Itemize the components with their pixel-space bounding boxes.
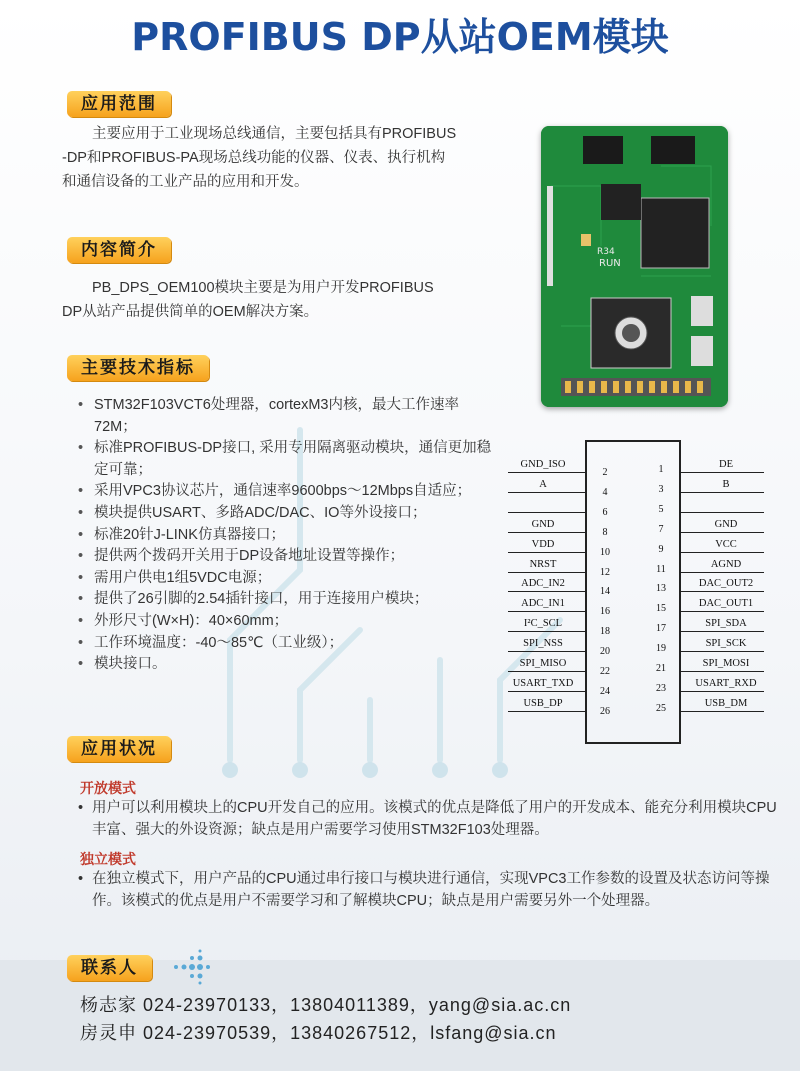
section-badge-status: 应用状况: [67, 736, 171, 762]
spec-item: • 提供两个拨码开关用于DP设备地址设置等操作；: [78, 546, 498, 568]
open-mode-heading: 开放模式: [80, 780, 136, 796]
pin-label-left: A: [539, 478, 547, 490]
scope-paragraph: [62, 122, 492, 194]
pin-label-right: USART_RXD: [695, 677, 757, 689]
pin-label-right: GND: [714, 518, 738, 530]
scope-line: -DP和PROFIBUS-PA现场总线功能的仪器、仪表、执行机构: [62, 150, 446, 166]
bullet-dot: •: [78, 871, 84, 887]
spec-item: • 标准20针J-LINK仿真器接口；: [78, 525, 498, 547]
pin-line-right: [680, 532, 764, 533]
pin-line-left: [508, 651, 586, 652]
pin-line-left: [508, 611, 586, 612]
standalone-mode-heading: 独立模式: [80, 851, 136, 867]
pin-label-left: ADC_IN1: [521, 598, 565, 610]
intro-line: DP从站产品提供简单的OEM解决方案。: [62, 304, 319, 320]
pin-number-left: 4: [602, 486, 608, 498]
pin-number-right: 25: [656, 702, 666, 714]
pin-line-left: [508, 631, 586, 632]
pin-label-right: AGND: [710, 558, 742, 570]
pin-number-right: 7: [658, 523, 664, 535]
pin-number-left: 14: [600, 586, 610, 598]
pin-label-left: I²C_SCL: [523, 618, 563, 630]
pin-label-right: B: [722, 478, 730, 490]
pin-line-left: [508, 671, 586, 672]
scope-line: 主要应用于工业现场总线通信，主要包括具有PROFIBUS: [92, 126, 457, 142]
spec-item: • STM32F103VCT6处理器，cortexM3内核，最大工作速率72M；: [78, 395, 498, 438]
pin-number-left: 26: [600, 705, 610, 717]
pin-label-right: DE: [719, 459, 733, 470]
pin-number-left: 16: [600, 606, 610, 618]
pin-number-left: 22: [600, 666, 610, 677]
spec-item: • 提供了26引脚的2.54插针接口，用于连接用户模块；: [78, 589, 498, 611]
pin-number-right: 13: [656, 583, 666, 595]
pin-line-right: [680, 671, 764, 672]
pin-number-left: 20: [600, 646, 610, 658]
pin-line-left: [508, 591, 586, 592]
pin-number-left: 2: [602, 467, 608, 478]
pin-line-left: [508, 711, 586, 712]
standalone-mode-paragraph: [78, 868, 782, 912]
pin-label-right: SPI_MOSI: [702, 658, 750, 669]
contact-line-2: 房灵申 024-23970539，13840267512，lsfang@sia.cn: [80, 1023, 557, 1043]
pin-line-right: [680, 711, 764, 712]
pin-label-left: SPI_MISO: [519, 658, 567, 669]
pin-line-right: [680, 492, 764, 493]
pin-label-right: VCC: [715, 538, 737, 550]
pin-number-left: 18: [600, 626, 610, 638]
pin-label-right: SPI_SDA: [705, 618, 747, 630]
pin-label-right: USB_DM: [704, 697, 748, 709]
spec-item: • 需用户供电1组5VDC电源；: [78, 568, 498, 590]
pin-number-left: 10: [600, 546, 610, 558]
standalone-mode-text: 在独立模式下，用户产品的CPU通过串行接口与模块进行通信，实现VPC3工作参数的设置及状态访问等操作。该模式的优点是用户不需要学习和了解模块CPU；缺点是用户需要另外一个处理器。: [92, 871, 770, 909]
section-badge-intro: 内容简介: [67, 237, 171, 263]
pcb-label-r34: R34: [597, 247, 615, 257]
pin-line-right: [680, 472, 764, 473]
pin-number-left: 6: [602, 506, 608, 518]
pin-line-right: [680, 572, 764, 573]
pin-label-right: DAC_OUT1: [698, 598, 754, 610]
contact-line-1: 杨志家 024-23970133，13804011389，yang@sia.ac.cn: [80, 995, 572, 1015]
pin-number-left: 12: [600, 566, 610, 578]
pin-line-left: [508, 492, 586, 493]
bullet-dot: •: [78, 800, 84, 816]
pin-number-left: 24: [600, 685, 610, 697]
pin-line-left: [508, 552, 586, 553]
pin-number-right: 11: [656, 563, 666, 575]
pin-number-right: 23: [656, 682, 666, 694]
spec-list: [78, 395, 498, 676]
pin-line-right: [680, 631, 764, 632]
pin-number-left: 8: [602, 526, 608, 538]
open-mode-text: 用户可以利用模块上的CPU开发自己的应用。该模式的优点是降低了用户的开发成本、能充分利用模块CPU丰富、强大的外设资源；缺点是用户需要学习使用STM32F103处理器。: [92, 800, 777, 838]
spec-item: • 工作环境温度：-40～85℃（工业级）；: [78, 633, 498, 655]
pin-label-left: GND_ISO: [520, 459, 566, 470]
pin-number-right: 17: [656, 623, 666, 635]
pin-number-right: 19: [656, 643, 666, 655]
pin-label-left: USART_TXD: [512, 677, 574, 689]
pin-line-right: [680, 611, 764, 612]
pin-number-right: 9: [658, 543, 664, 555]
open-mode-paragraph: [78, 797, 782, 841]
pin-line-left: [508, 512, 586, 513]
pin-line-right: [680, 512, 764, 513]
pin-line-right: [680, 552, 764, 553]
pin-line-right: [680, 651, 764, 652]
pin-label-left: NRST: [529, 558, 557, 570]
intro-paragraph: [62, 276, 492, 324]
section-badge-scope: 应用范围: [67, 91, 171, 117]
spec-item: • 模块接口。: [78, 654, 498, 676]
pin-label-left: SPI_NSS: [523, 638, 563, 650]
pcb-drawing: [541, 126, 728, 407]
pin-label-right: SPI_SCK: [705, 638, 747, 650]
pin-label-left: GND: [531, 518, 555, 530]
pin-number-right: 3: [658, 483, 664, 495]
pin-number-right: 5: [658, 503, 664, 515]
page-title: PROFIBUS DP从站OEM模块: [131, 15, 669, 59]
section-badge-specs: 主要技术指标: [67, 355, 209, 381]
pin-label-right: DAC_OUT2: [698, 578, 754, 590]
pin-number-right: 21: [656, 663, 666, 674]
spec-item: • 模块提供USART、多路ADC/DAC、IO等外设接口；: [78, 503, 498, 525]
section-badge-contact: 联系人: [67, 955, 152, 981]
pin-label-left: VDD: [531, 538, 555, 550]
pin-number-right: 15: [656, 603, 666, 615]
pin-label-left: ADC_IN2: [521, 578, 565, 590]
pin-line-left: [508, 691, 586, 692]
spec-item: • 外形尺寸(W×H)：40×60mm；: [78, 611, 498, 633]
pin-line-left: [508, 472, 586, 473]
dots-decoration-icon: [168, 948, 214, 986]
spec-item: • 采用VPC3协议芯片，通信速率9600bps～12Mbps自适应；: [78, 481, 498, 503]
spec-item: • 标准PROFIBUS-DP接口, 采用专用隔离驱动模块，通信更加稳定可靠；: [78, 438, 498, 481]
pin-line-left: [508, 572, 586, 573]
pin-line-left: [508, 532, 586, 533]
scope-line: 和通信设备的工业产品的应用和开发。: [62, 174, 309, 190]
pin-line-right: [680, 591, 764, 592]
pin-label-left: USB_DP: [523, 697, 563, 709]
pcb-module-photo: [541, 126, 728, 407]
pin-number-right: 1: [658, 464, 664, 475]
intro-line: PB_DPS_OEM100模块主要是为用户开发PROFIBUS: [92, 280, 434, 296]
pin-line-right: [680, 691, 764, 692]
pcb-label-run: RUN: [599, 258, 621, 269]
